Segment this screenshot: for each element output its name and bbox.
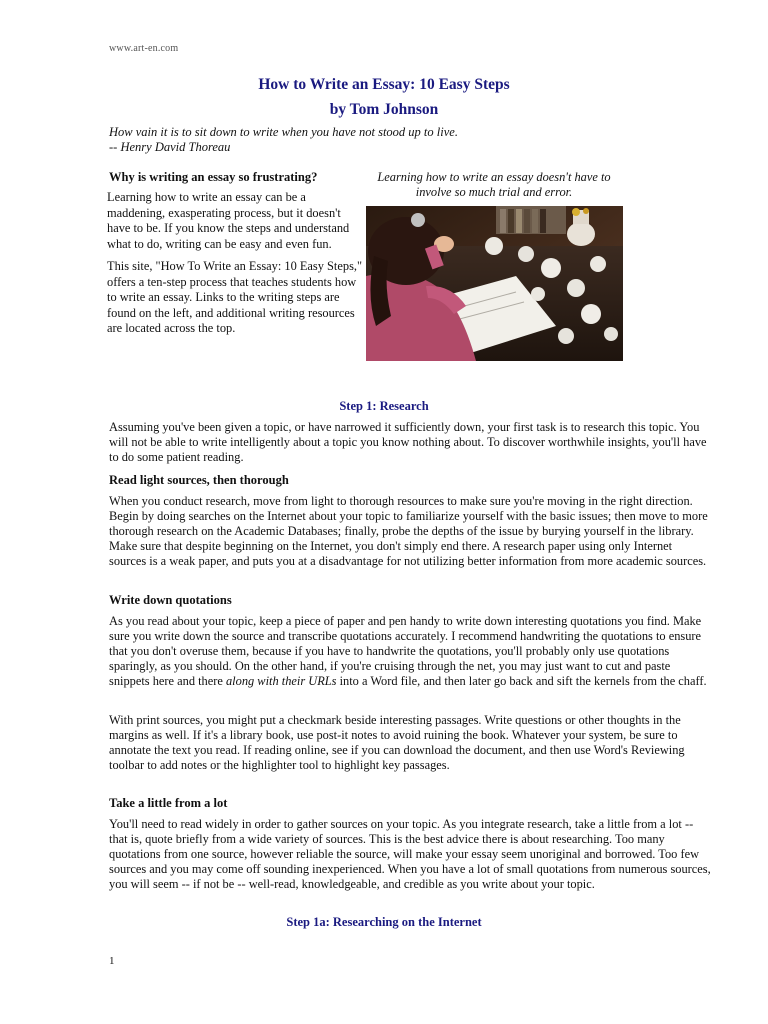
page-title: How to Write an Essay: 10 Easy Steps	[258, 76, 510, 93]
write-down-quotations-paragraph-1	[109, 614, 711, 689]
photo-illustration	[366, 206, 623, 361]
write-down-quotations-paragraph-2: With print sources, you might put a checkmark beside interesting passages. Write questions or other thoughts in the margins as well. If it's a library book, use post-it notes to avoid ruining the book. Whatever your system, be sure to annotate the text you read. If reading online, see if you can download the document, and then use Word's Reviewing toolbar to add notes or the highlighter tool to highlight key passages.	[109, 713, 685, 772]
epigraph	[109, 125, 669, 155]
section-heading-take-a-little: Take a little from a lot	[109, 796, 228, 810]
intro-paragraph-1: Learning how to write an essay can be a maddening, exasperating process, but it doesn't have to be. If you know the steps and understand what to do, writing can be easy and even fun.	[107, 190, 350, 251]
site-url: www.art-en.com	[109, 43, 179, 54]
step1-intro	[109, 420, 711, 465]
page-number: 1	[109, 955, 115, 967]
intro-heading: Why is writing an essay so frustrating?	[109, 170, 318, 184]
read-light-sources-paragraph: When you conduct research, move from light to thorough resources to make sure you're moving in the right direction. Begin by doing searches on the Internet about your topic to familiarize yourself with the basic issues; then move to more thorough research on the Academic Databases; finally, probe the depths of the issue by burying yourself in the library. Make sure that despite beginning on the Internet, you don't simply end there. A research paper using only Internet sources is a weak paper, and puts you at a disadvantage for not utilizing better information from more academic sources.	[109, 494, 708, 568]
image-caption: Learning how to write an essay doesn't have to involve so much trial and error.	[377, 170, 611, 199]
quotations-text-emphasis: along with their URLs	[225, 674, 337, 688]
take-a-little-paragraph: You'll need to read widely in order to gather sources on your topic. As you integrate research, take a little from a lot -- that is, quote briefly from a wide variety of sources. This is the best advice there is about researching. Too many quotations from one source, however reliable the source, will make your essay seem unoriginal and borrowed. Too few sources and you may come off sounding inexperienced. When you have a lot of small quotations from numerous sources, you will seem -- if not be -- well-read, knowledgeable, and credible as you write about your topic.	[109, 817, 711, 891]
step1-heading: Step 1: Research	[339, 399, 429, 413]
epigraph-attribution: -- Henry David Thoreau	[109, 140, 231, 154]
section-heading-write-down-quotations: Write down quotations	[109, 593, 232, 607]
section-write-down-quotations	[109, 614, 711, 689]
section-write-down-quotations-2	[109, 713, 711, 773]
student-writing-photo	[366, 206, 623, 361]
quotations-text-start: As you read about your topic, keep a piece of paper and pen handy to write down interesting quotations you find. Make sure you write down the source and transcribe quotations accurately. I recommend handwriting the quotations to ensure that you don't overuse them, because if you have to handwrite the quotations, you'll probably only use quotations sparingly, as you should. On the other hand, if you're cruising through the net, you may just want to cut and paste snippets here and there	[109, 614, 702, 688]
section-take-a-little	[109, 817, 711, 892]
author-byline: by Tom Johnson	[329, 101, 439, 118]
epigraph-quote: How vain it is to sit down to write when you have not stood up to live.	[109, 125, 458, 139]
step1a-heading: Step 1a: Researching on the Internet	[286, 915, 482, 929]
section-heading-read-light-sources: Read light sources, then thorough	[109, 473, 289, 487]
section-read-light-sources	[109, 494, 711, 569]
intro-column	[107, 190, 367, 344]
intro-paragraph-2: This site, "How To Write an Essay: 10 Easy Steps," offers a ten-step process that teaches students how to write an essay. Links to the writing steps are found on the left, and additional writing resources are located across the top.	[107, 259, 363, 335]
step1-intro-paragraph: Assuming you've been given a topic, or have narrowed it sufficiently down, your first task is to research this topic. You will not be able to write intelligently about a topic you know nothing about. To discover worthwhile insights, you'll have to do some patient reading.	[109, 420, 707, 464]
quotations-text-end: into a Word file, and then later go back and sift the kernels from the chaff.	[336, 674, 707, 688]
